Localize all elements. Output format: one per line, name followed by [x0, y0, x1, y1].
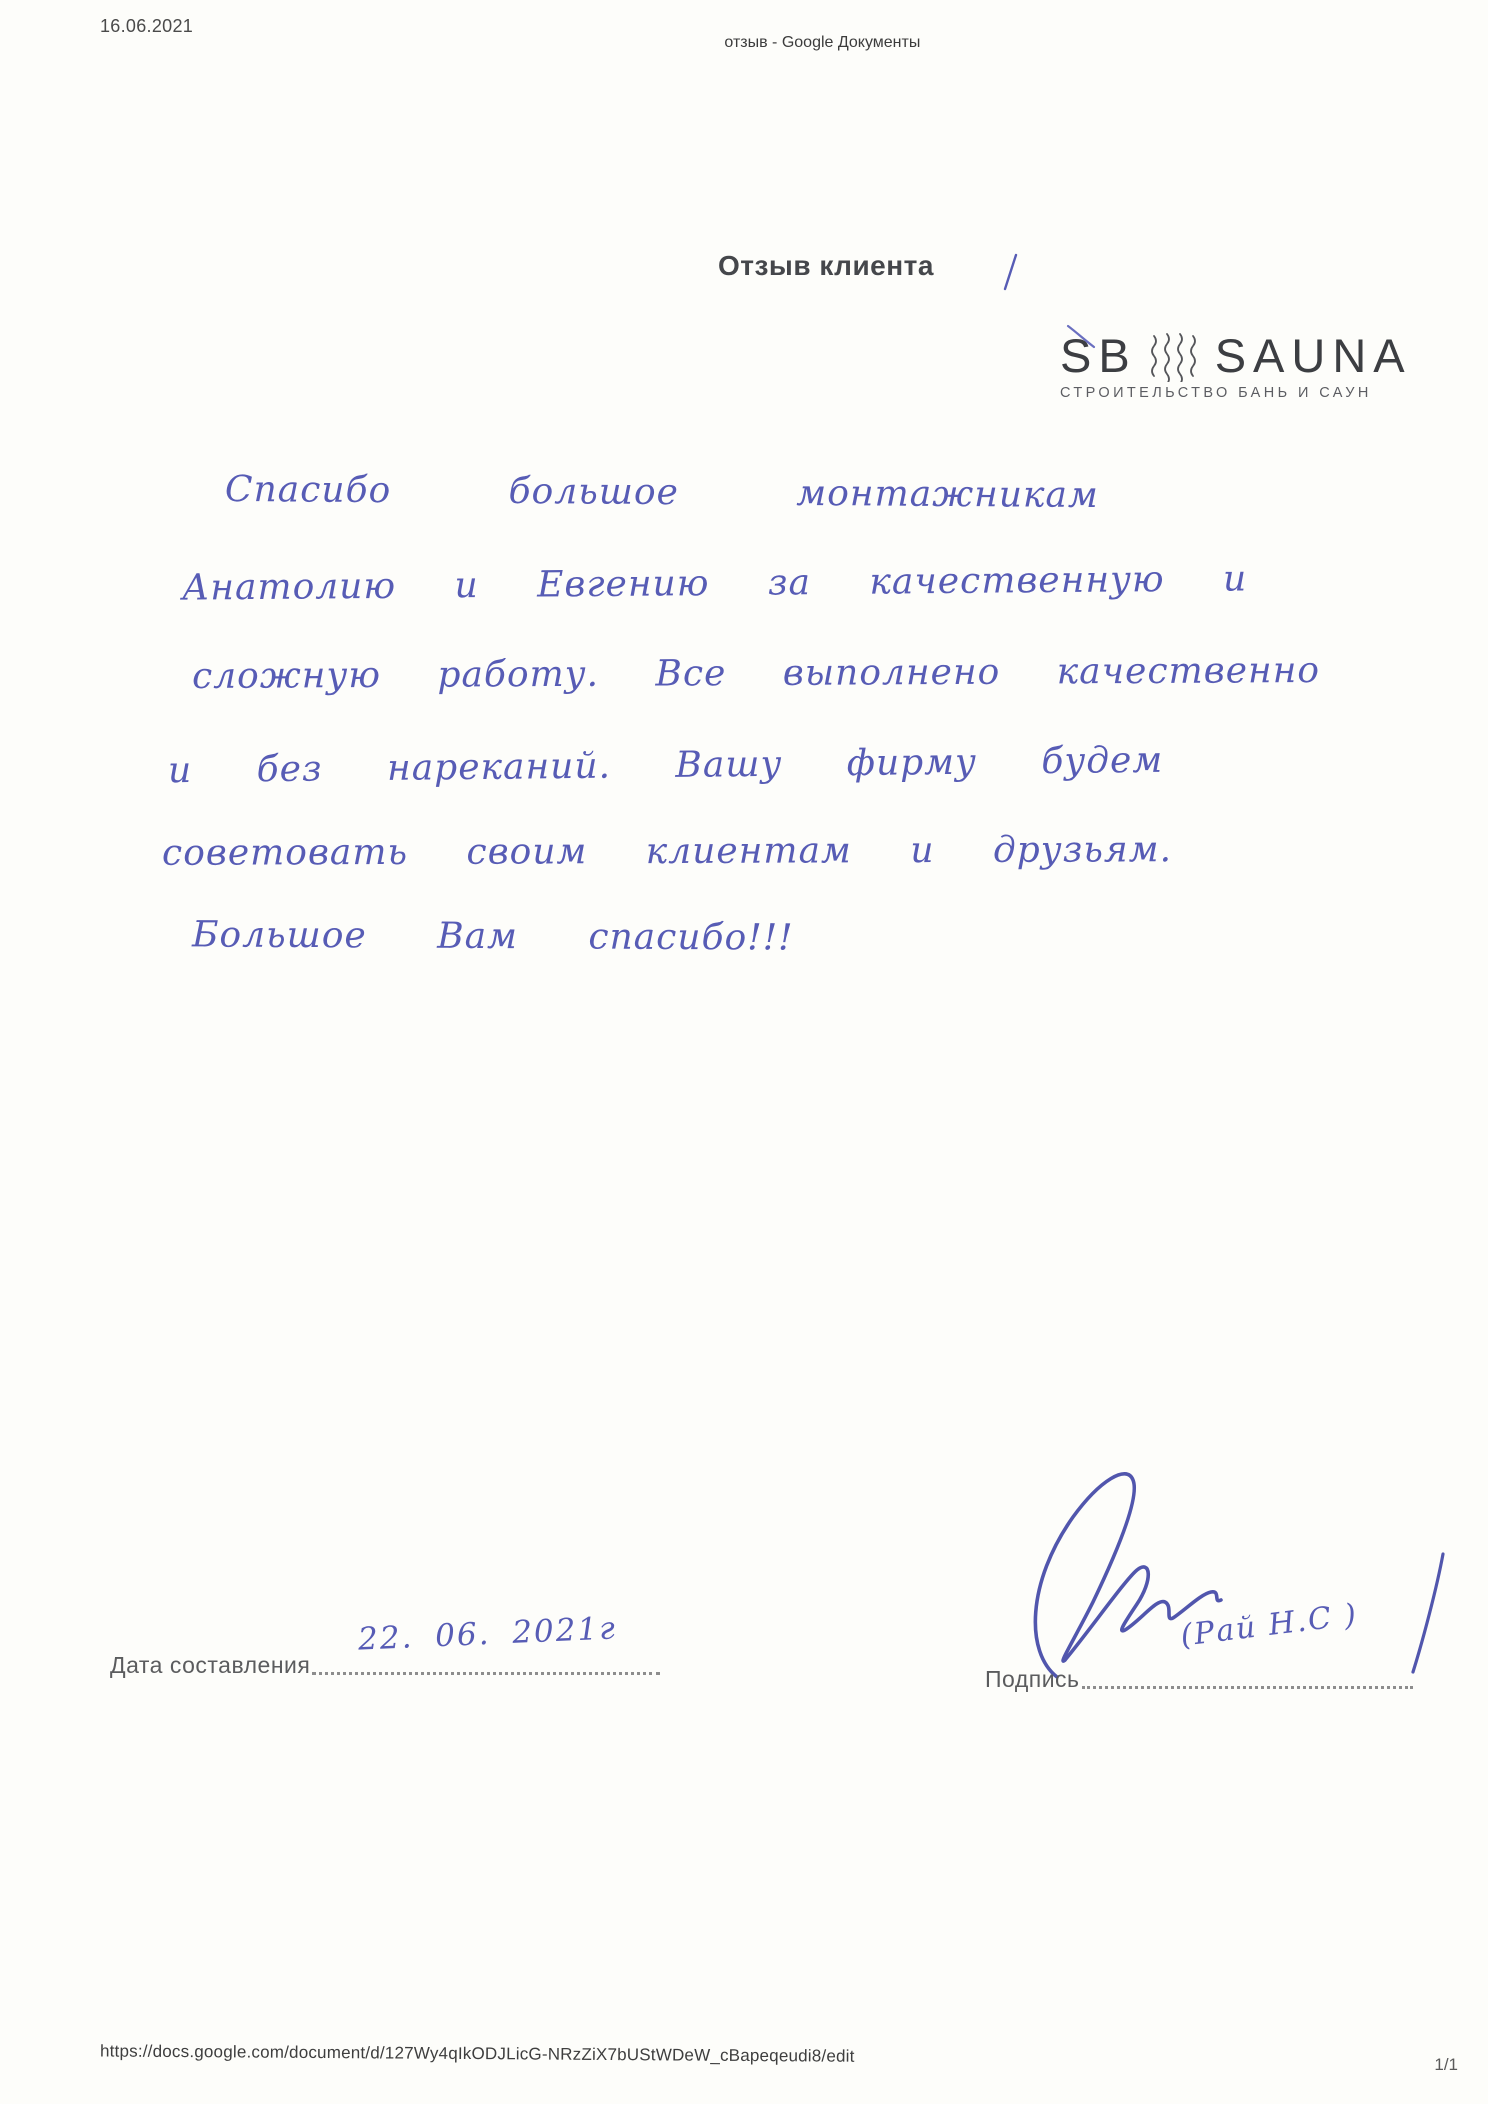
review-line: советовать своим клиентам и друзьям.	[161, 829, 1173, 874]
date-field	[110, 1610, 660, 1679]
date-field-label: Дата составления	[110, 1652, 311, 1678]
logo-main-row	[1060, 330, 1438, 382]
handwritten-date: 22. 06. 2021г	[357, 1610, 618, 1658]
print-header-title: отзыв - Google Документы	[724, 34, 921, 51]
footer-url: https://docs.google.com/document/d/127Wy4qIkODJLicG-NRzZiX7bUStWDeW_cBapeqeudi8/edit	[99, 2041, 855, 2066]
signature-flourish	[1005, 1462, 1455, 1697]
review-line: сложную работу. Все выполнено качественно	[191, 650, 1321, 697]
signature-field	[985, 1597, 1413, 1693]
review-line: Большое Вам спасибо!!!	[191, 914, 794, 959]
page-title: Отзыв клиента	[718, 250, 934, 281]
steam-waves-icon	[1147, 330, 1205, 382]
logo-sb-text: SB	[1060, 329, 1137, 382]
print-header-date: 16.06.2021	[100, 16, 194, 36]
page-indicator: 1/1	[1434, 2055, 1458, 2074]
review-line: и без нареканий. Вашу фирму будем	[167, 739, 1164, 792]
company-logo	[1060, 330, 1438, 401]
print-footer	[100, 2041, 1400, 2070]
logo-tagline: СТРОИТЕЛЬСТВО БАНЬ И САУН	[1060, 385, 1372, 401]
signature-field-label: Подпись	[985, 1666, 1080, 1692]
pen-slash-mark	[1002, 252, 1018, 292]
review-line: Анатолию и Евгению за качественную и	[181, 558, 1248, 609]
review-line: Спасибо большое монтажникам	[224, 468, 1099, 517]
dotted-line	[312, 1672, 660, 1675]
dotted-line	[1082, 1686, 1413, 1689]
logo-sauna-text: SAUNA	[1214, 329, 1412, 382]
handwritten-signature-name: (Рай Н.С )	[1178, 1597, 1360, 1654]
